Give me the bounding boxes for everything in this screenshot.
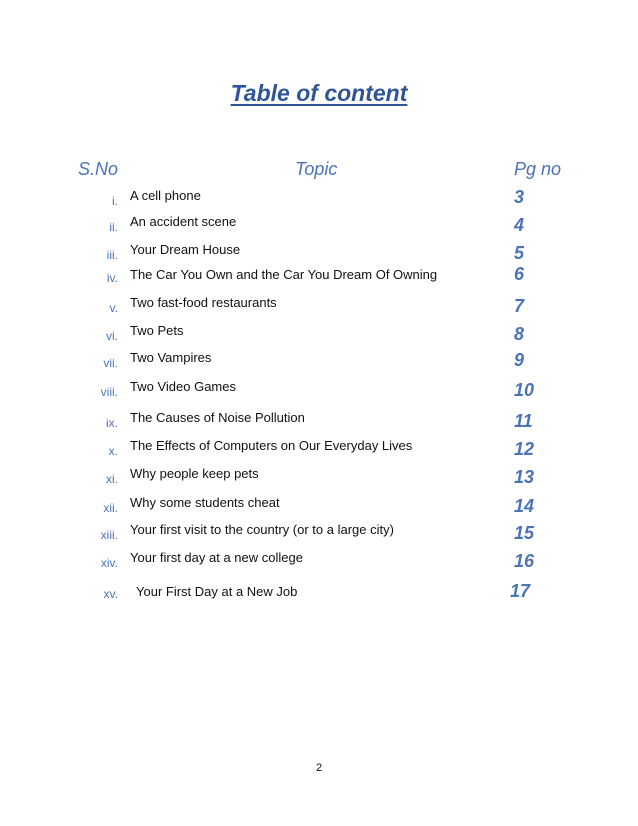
row-topic: The Car You Own and the Car You Dream Of Owning [130,267,438,282]
header-topic: Topic [295,159,338,179]
row-number: iv. [106,271,118,285]
header-sno: S.No [78,159,119,179]
row-page: 15 [514,523,535,543]
page-title: Table of content [230,80,408,106]
row-topic: An accident scene [130,214,237,229]
row-topic: The Causes of Noise Pollution [130,410,305,425]
row-topic: A cell phone [130,188,201,203]
row-page: 16 [514,551,535,571]
row-topic: Your Dream House [130,242,241,257]
row-number: ii. [109,220,118,234]
row-page: 4 [514,215,525,235]
row-topic: Why people keep pets [130,466,259,481]
row-topic: Your First Day at a New Job [136,584,298,599]
row-page: 5 [514,243,525,263]
row-page: 9 [514,350,525,370]
row-topic: Why some students cheat [130,495,280,510]
row-page: 13 [514,467,535,487]
row-topic: Two Video Games [130,379,236,394]
toc-row [0,213,638,241]
toc-row [0,294,638,322]
row-number: x. [108,444,118,458]
row-number: xi. [106,472,118,486]
row-number: xii. [103,501,118,515]
row-topic: Two Pets [130,323,184,338]
row-number: viii. [100,385,118,399]
row-number: xiii. [100,528,118,542]
row-number: iii. [106,248,118,262]
row-number: v. [109,301,118,315]
row-number: xiv. [100,556,118,570]
toc-row [0,322,638,350]
toc-row [0,437,638,465]
row-page: 3 [514,187,525,207]
row-page: 8 [514,324,525,344]
row-page: 12 [514,439,535,459]
row-number: xv. [103,587,118,601]
toc-row [0,494,638,522]
toc-row [0,409,638,437]
row-page: 14 [514,496,535,516]
toc-row [0,521,638,549]
row-page: 11 [514,411,533,431]
row-number: vi. [106,329,118,343]
row-page: 10 [514,380,535,400]
row-topic: The Effects of Computers on Our Everyday Lives [130,438,413,453]
row-topic: Your first visit to the country (or to a large city) [130,522,394,537]
row-topic: Two Vampires [130,350,212,365]
row-topic: Two fast-food restaurants [130,295,277,310]
toc-row [0,264,638,292]
toc-row [0,378,638,406]
page-number: 2 [315,762,323,774]
toc-row [0,187,638,215]
toc-row [0,465,638,493]
row-page: 17 [510,581,531,601]
row-number: i. [112,194,118,208]
row-page: 6 [514,264,525,284]
row-number: vii. [103,356,118,370]
row-topic: Your first day at a new college [130,550,303,565]
header-page-no: Pg no [514,159,562,179]
row-number: ix. [106,416,118,430]
toc-row [0,580,638,608]
toc-row [0,349,638,377]
row-page: 7 [514,296,525,316]
toc-row [0,549,638,577]
